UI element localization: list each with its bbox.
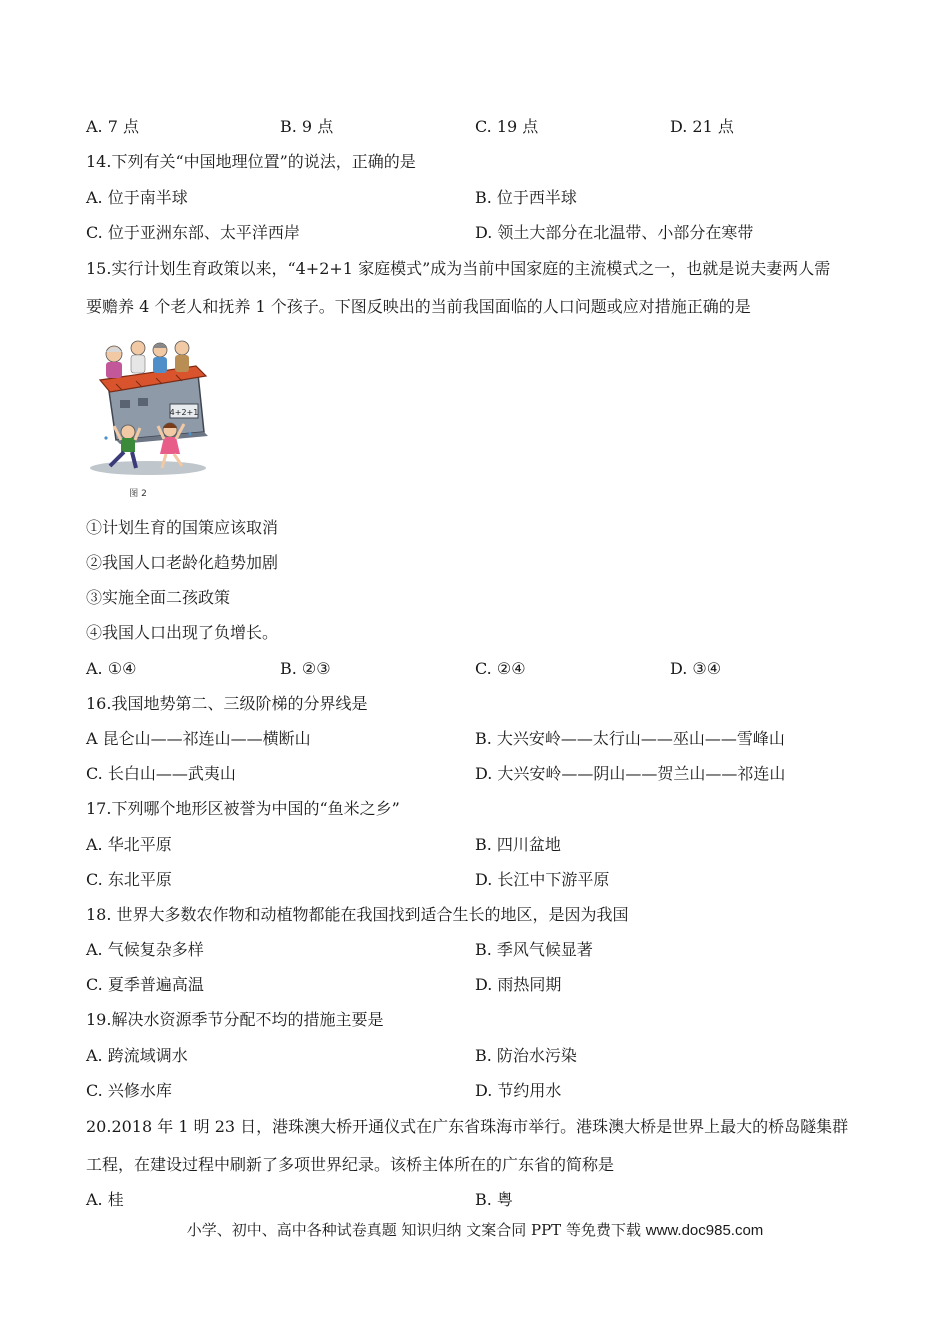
family-burden-cartoon: [86, 334, 220, 502]
house-sign-text: 4+2+1: [169, 408, 199, 417]
q18-option-a: A. 气候复杂多样: [86, 940, 204, 959]
q16-option-b: B. 大兴安岭——太行山——巫山——雪峰山: [475, 729, 785, 748]
q17-option-b: B. 四川盆地: [475, 835, 561, 854]
figure-caption: 图 2: [129, 489, 147, 499]
q18-option-d: D. 雨热同期: [475, 975, 562, 994]
q16-option-d: D. 大兴安岭——阴山——贺兰山——祁连山: [475, 764, 786, 783]
q15-statement-4: ④我国人口出现了负增长。: [86, 623, 279, 642]
q14-option-b: B. 位于西半球: [475, 188, 577, 207]
page-footer: [0, 1220, 950, 1241]
q15-statement-1: ①计划生育的国策应该取消: [86, 518, 279, 537]
footer-text: 小学、初中、高中各种试卷真题 知识归纳 文案合同 PPT 等免费下载: [186, 1221, 646, 1239]
q13-option-b: B. 9 点: [280, 117, 334, 136]
q13-option-d: D. 21 点: [670, 117, 734, 136]
q17-option-d: D. 长江中下游平原: [475, 870, 610, 889]
q14-option-a: A. 位于南半球: [86, 188, 188, 207]
q15-option-a: A. ①④: [86, 659, 137, 678]
q17-option-c: C. 东北平原: [86, 870, 172, 889]
q19-option-b: B. 防治水污染: [475, 1046, 577, 1065]
q16-stem: 16.我国地势第二、三级阶梯的分界线是: [86, 694, 368, 713]
q16-option-c: C. 长白山——武夷山: [86, 764, 236, 783]
q15-statement-3: ③实施全面二孩政策: [86, 588, 231, 607]
q18-stem: 18. 世界大多数农作物和动植物都能在我国找到适合生长的地区，是因为我国: [86, 905, 629, 924]
q18-option-c: C. 夏季普遍高温: [86, 975, 204, 994]
q15-option-b: B. ②③: [280, 659, 331, 678]
q17-stem: 17.下列哪个地形区被誉为中国的“鱼米之乡”: [86, 799, 400, 818]
q19-option-d: D. 节约用水: [475, 1081, 562, 1100]
q20-stem-line2: 工程，在建设过程中刷新了多项世界纪录。该桥主体所在的广东省的简称是: [86, 1155, 615, 1174]
cartoon-illustration: [86, 334, 220, 502]
q15-stem-line1: 15.实行计划生育政策以来，“4+2+1 家庭模式”成为当前中国家庭的主流模式之一，也就是说夫妻两人需: [86, 259, 831, 278]
q14-stem: 14.下列有关“中国地理位置”的说法，正确的是: [86, 152, 416, 171]
q17-option-a: A. 华北平原: [86, 835, 172, 854]
q19-stem: 19.解决水资源季节分配不均的措施主要是: [86, 1010, 384, 1029]
q15-statement-2: ②我国人口老龄化趋势加剧: [86, 553, 279, 572]
q15-stem-line2: 要赡养 4 个老人和抚养 1 个孩子。下图反映出的当前我国面临的人口问题或应对措施正确的是: [86, 297, 751, 316]
q14-option-d: D. 领土大部分在北温带、小部分在寒带: [475, 223, 754, 242]
q20-option-a: A. 桂: [86, 1190, 124, 1209]
q14-option-c: C. 位于亚洲东部、太平洋西岸: [86, 223, 300, 242]
q19-option-c: C. 兴修水库: [86, 1081, 172, 1100]
footer-url[interactable]: www.doc985.com: [645, 1222, 764, 1239]
q18-option-b: B. 季风气候显著: [475, 940, 593, 959]
q19-option-a: A. 跨流域调水: [86, 1046, 188, 1065]
q13-option-a: A. 7 点: [86, 117, 139, 136]
q16-option-a: A 昆仑山——祁连山——横断山: [86, 729, 311, 748]
q13-option-c: C. 19 点: [475, 117, 539, 136]
q20-option-b: B. 粤: [475, 1190, 513, 1209]
q20-stem-line1: 20.2018 年 1 明 23 日，港珠澳大桥开通仪式在广东省珠海市举行。港珠澳大桥是世界上最大的桥岛隧集群: [86, 1117, 849, 1136]
q15-option-c: C. ②④: [475, 659, 526, 678]
q15-option-d: D. ③④: [670, 659, 722, 678]
